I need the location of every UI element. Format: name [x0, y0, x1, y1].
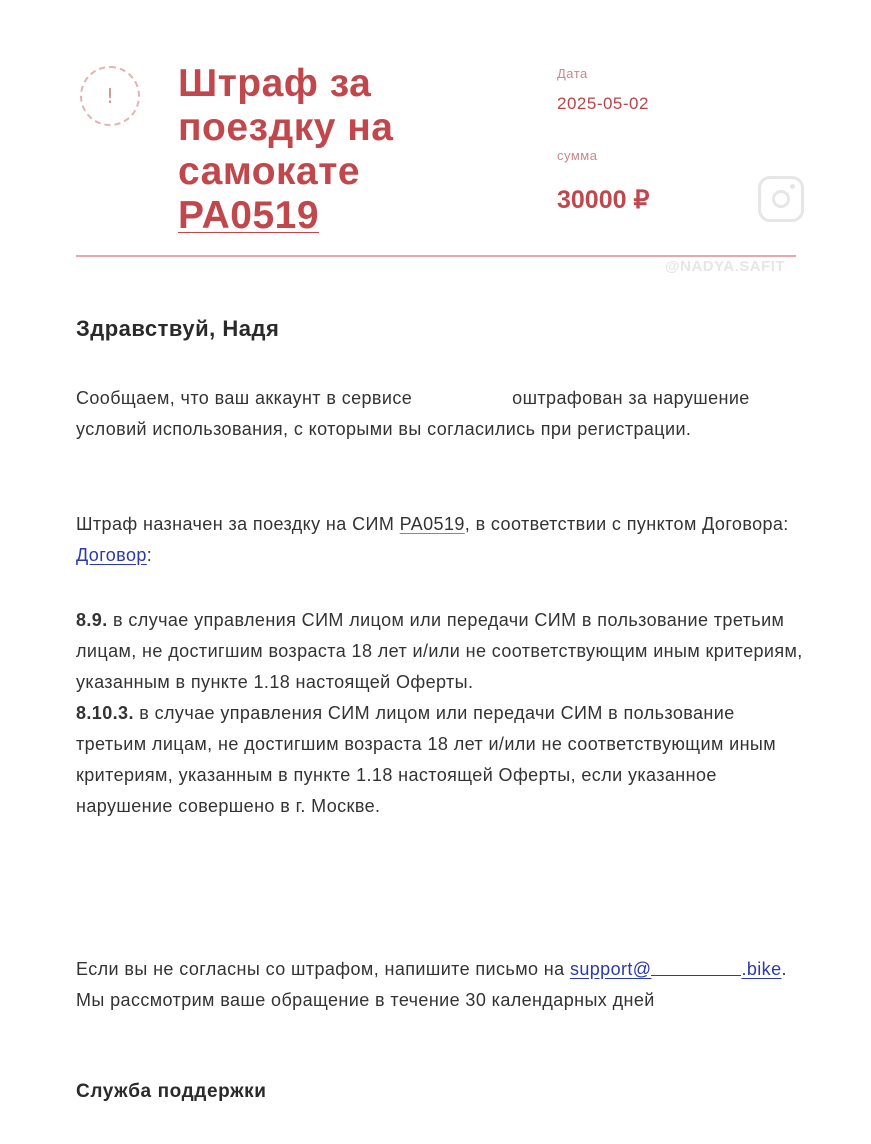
warning-icon: !: [80, 66, 140, 126]
clause-text: в случае управления СИМ лицом или передачи СИМ в пользование третьим лицам, не достигшим возраста 18 лет и/или не соответствующим иным критериям, указанным в пункте 1.18 настоящей Оферты, если указанное нарушение совершено в г. Москве.: [76, 703, 777, 816]
support-email-link[interactable]: support@ .bike: [569, 959, 782, 979]
appeal-paragraph: Если вы не согласны со штрафом, напишите письмо на support@ .bike. Мы рассмотрим ваше обращение в течение 30 календарных дней: [76, 959, 787, 1010]
date-value: 2025-05-02: [557, 94, 649, 113]
notice-paragraph: Сообщаем, что ваш аккаунт в сервисе оштрафован за нарушение условий использования, с которыми вы согласились при регистрации.: [76, 388, 750, 439]
contract-link[interactable]: Договор: [76, 545, 147, 565]
fine-reason-paragraph: Штраф назначен за поездку на СИМ PA0519, в соответствии с пунктом Договора: Договор:: [76, 514, 789, 565]
sum-label: сумма: [557, 148, 598, 163]
instagram-icon: [758, 176, 804, 222]
watermark-handle: @NADYA.SAFIT: [665, 258, 786, 275]
header-divider: [76, 255, 796, 257]
signature: Служба поддержки: [76, 1081, 267, 1102]
scooter-plate: PA0519: [178, 194, 320, 237]
clauses-paragraph: [76, 605, 806, 822]
clause-number: 8.9.: [76, 610, 108, 630]
clause-number: 8.10.3.: [76, 703, 134, 723]
redacted-domain: [651, 975, 741, 976]
clause-text: в случае управления СИМ лицом или передачи СИМ в пользование третьим лицам, не достигшим возраста 18 лет и/или не соответствующим иным критериям, указанным в пункте 1.18 настоящей Оферты.: [76, 610, 803, 692]
scooter-plate-inline: PA0519: [399, 514, 465, 534]
sum-value: 30000 ₽: [557, 186, 650, 214]
email-title: Штраф за поездку на самокате PA0519: [178, 62, 394, 237]
date-label: Дата: [557, 66, 588, 81]
greeting: Здравствуй, Надя: [76, 316, 280, 341]
